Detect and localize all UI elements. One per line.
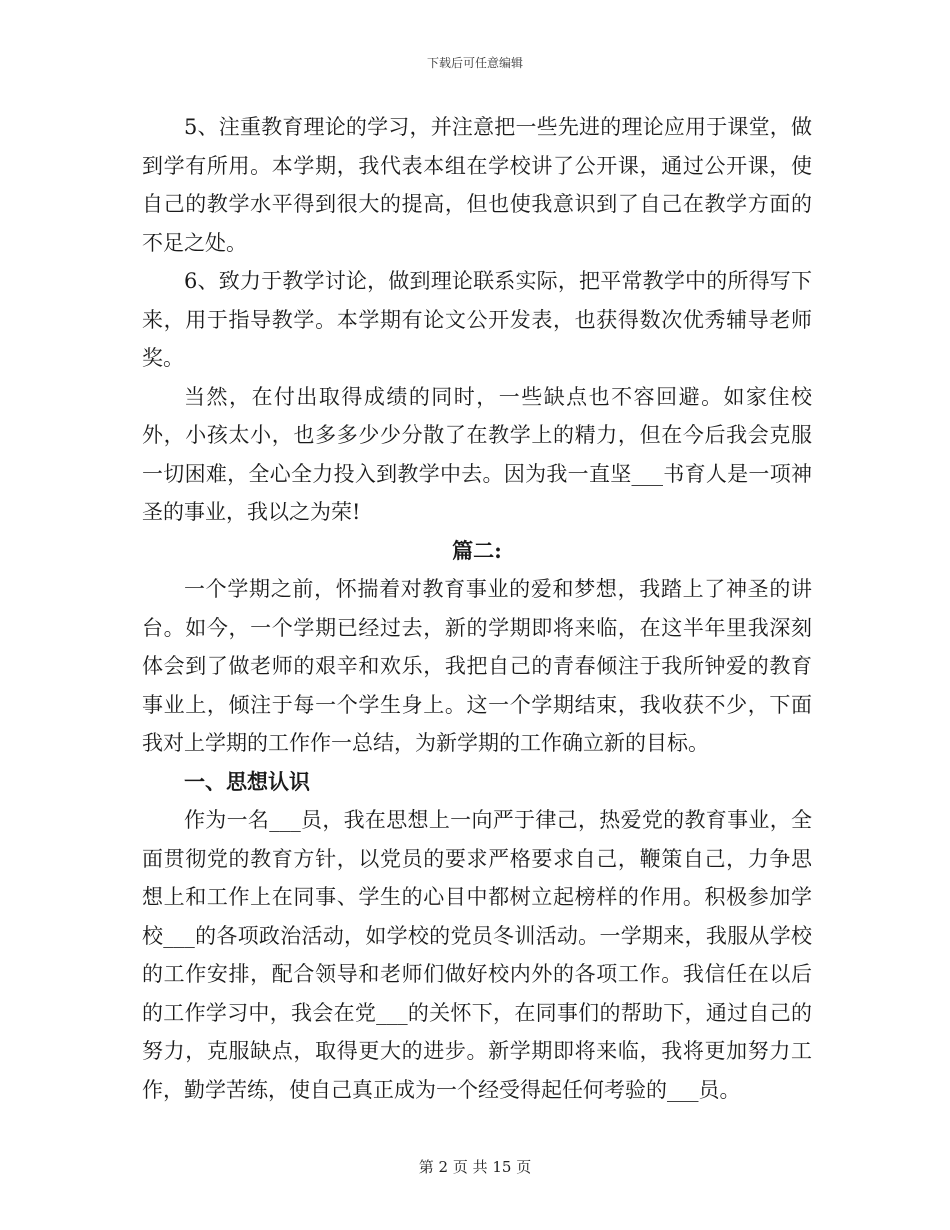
section-title: 篇二: <box>452 537 502 563</box>
subheading-thought: 一、思想认识 <box>184 768 310 794</box>
paragraph-item-5: 5、注重教育理论的学习，并注意把一些先进的理论应用于课堂，做到学有所用。本学期，我代表本组在学校讲了公开课，通过公开课，使自己的教学水平得到很大的提高，但也使我意识到了自己在教学方面的不足之处。 <box>142 115 812 255</box>
paragraph-item-6: 6、致力于教学讨论，做到理论联系实际，把平常教学中的所得写下来，用于指导教学。本学期有论文公开发表，也获得数次优秀辅导老师奖。 <box>142 269 812 370</box>
paragraph-thought: 作为一名___员，我在思想上一向严于律己，热爱党的教育事业，全面贯彻党的教育方针，以党员的要求严格要求自己，鞭策自己，力争思想上和工作上在同事、学生的心目中都树立起榜样的作用。积极参加学校___的各项政治活动，如学校的党员冬训活动。一学期来，我服从学校的工作安排，配合领导和老师们做好校内外的各项工作。我信任在以后的工作学习中，我会在党___的关怀下，在同事们的帮助下，通过自己的努力，克服缺点，取得更大的进步。新学期即将来临，我将更加努力工作，勤学苦练，使自己真正成为一个经受得起任何考验的___员。 <box>142 808 812 1102</box>
page-header-note: 下载后可任意编辑 <box>426 56 523 70</box>
paragraph-intro: 一个学期之前，怀揣着对教育事业的爱和梦想，我踏上了神圣的讲台。如今，一个学期已经过去，新的学期即将来临，在这半年里我深刻体会到了做老师的艰辛和欢乐，我把自己的青春倾注于我所钟爱的教育事业上，倾注于每一个学生身上。这一个学期结束，我收获不少，下面我对上学期的工作作一总结，为新学期的工作确立新的目标。 <box>142 577 812 755</box>
page-footer-number: 第 2 页 共 15 页 <box>418 1158 532 1176</box>
paragraph-conclusion: 当然，在付出取得成绩的同时，一些缺点也不容回避。如家住校外，小孩太小，也多多少少分散了在教学上的精力，但在今后我会克服一切困难，全心全力投入到教学中去。因为我一直坚___书育人是一项神圣的事业，我以之为荣! <box>142 384 812 524</box>
document-body <box>142 108 812 1109</box>
